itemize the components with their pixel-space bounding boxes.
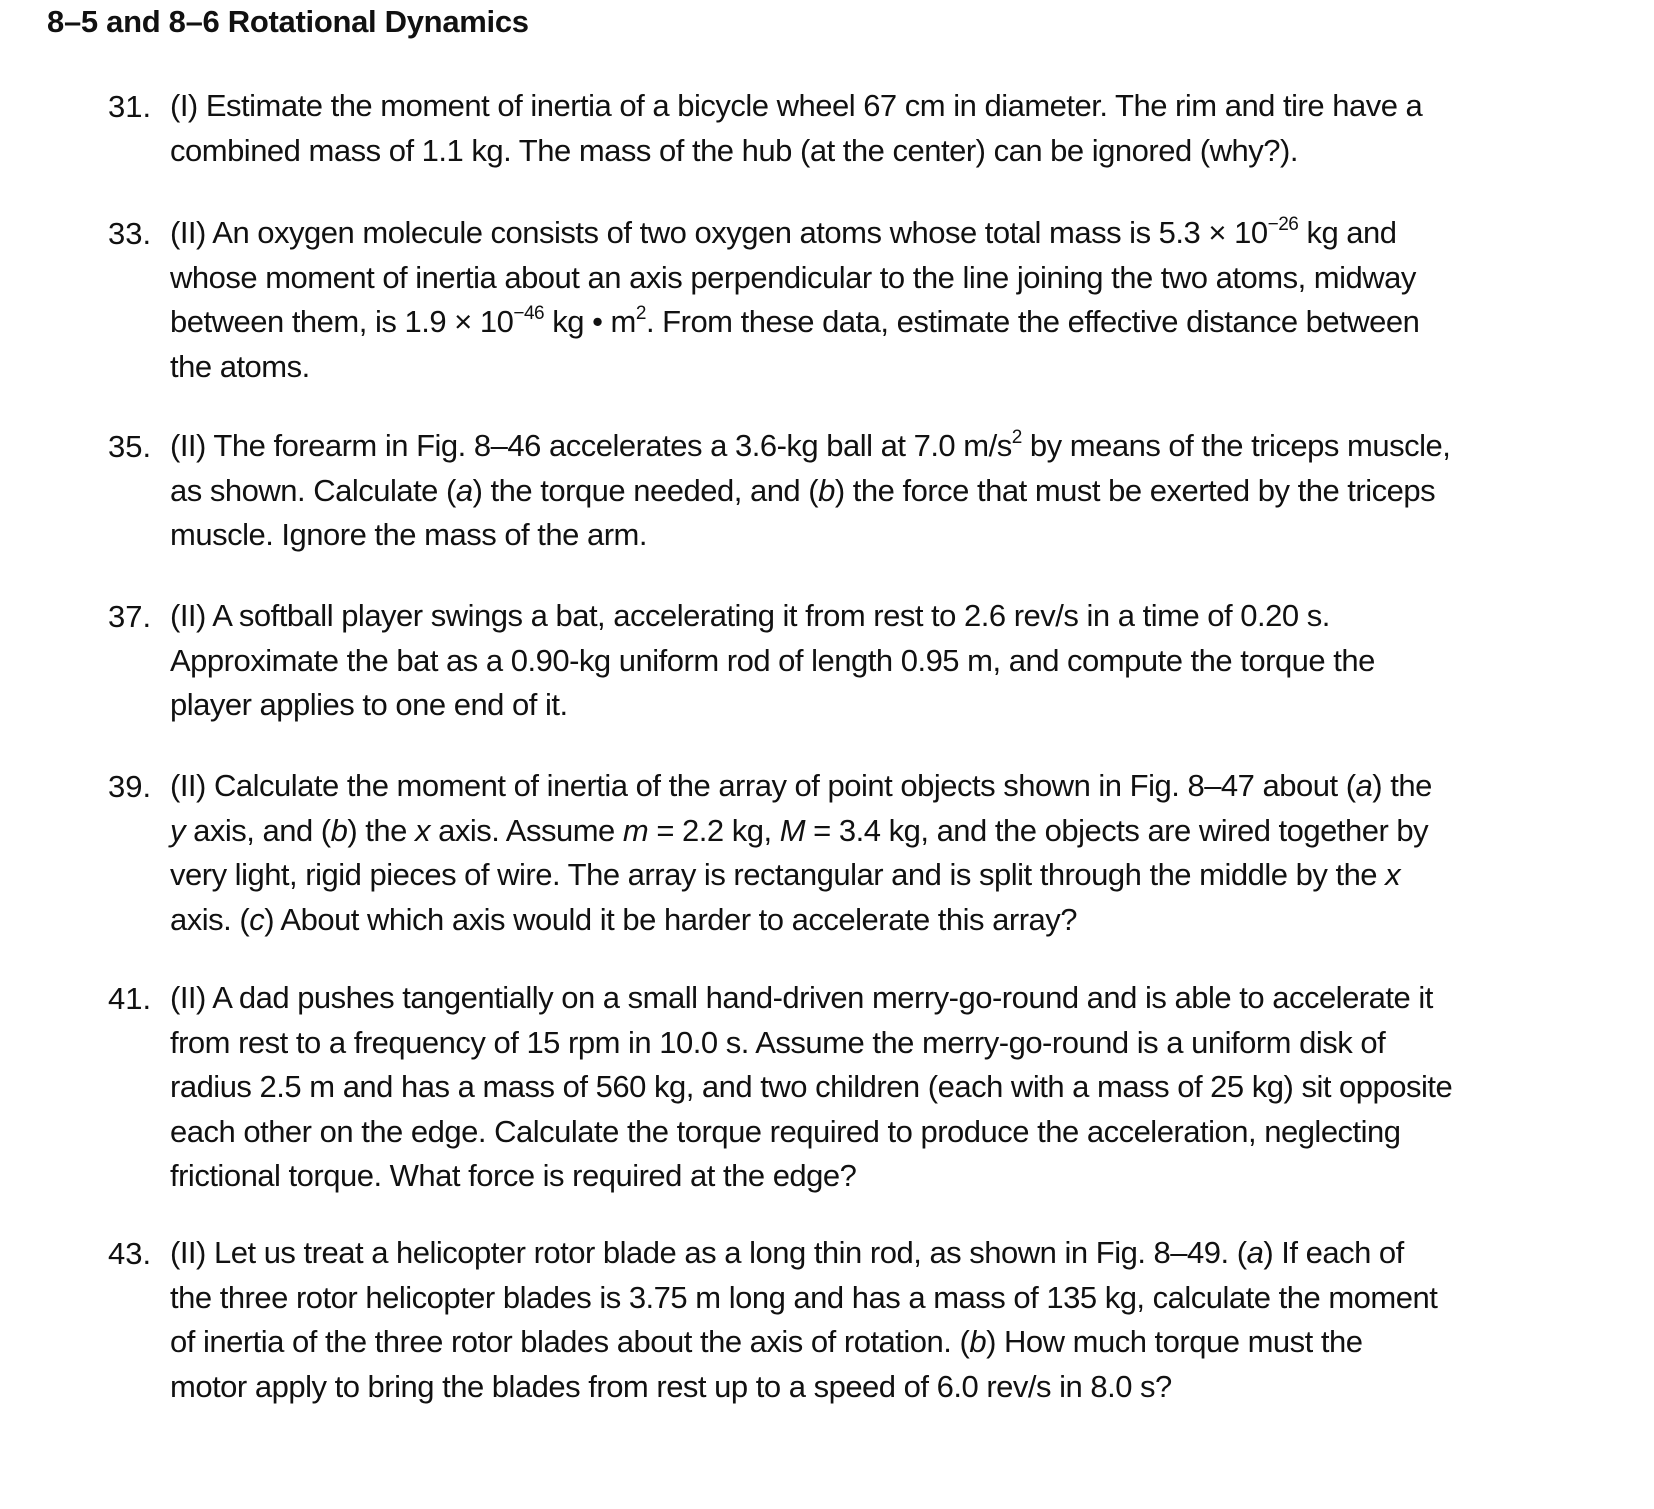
section-title: 8–5 and 8–6 Rotational Dynamics xyxy=(47,4,529,39)
problem-number: 31. xyxy=(108,89,152,124)
problem-text: (II) An oxygen molecule consists of two oxygen atoms whose total mass is $5.3 \times 10^{-26}$ kg and whose moment of inertia about an axis perpendicular to the line joining the two atoms, midway between them, is $1.9 \times 10^{-46}$ kg • $m^2$. From these data, estimate the effective distance between the atoms. xyxy=(170,213,1420,384)
problem-text: (II) The forearm in Fig. 8–46 accelerates a 3.6-kg ball at 7.0 $m/s^2$ by means of the triceps muscle, as shown. Calculate (a) the torque needed, and (b) the force that must be exerted by the triceps muscle. Ignore the mass of the arm. xyxy=(170,426,1451,552)
problem-number: 33. xyxy=(108,216,152,251)
problem-number: 35. xyxy=(108,429,152,464)
problem-text: (II) A dad pushes tangentially on a small hand-driven merry-go-round and is able to accelerate it from rest to a frequency of 15 rpm in 10.0 s. Assume the merry-go-round is a uniform disk of radius 2.5 m and has a mass of 560 kg, and two children (each with a mass of 25 kg) sit opposite each other on the edge. Calculate the torque required to produce the acceleration, neglecting frictional torque. What force is required at the edge? xyxy=(170,980,1453,1193)
problem-number: 39. xyxy=(108,769,152,804)
problem-text: (II) Let us treat a helicopter rotor blade as a long thin rod, as shown in Fig. 8–49. (a) If each of the three rotor helicopter blades is 3.75 m long and has a mass of 135 kg, calculate the moment of inertia of the three rotor blades about the axis of rotation. (b) How much torque must the motor apply to bring the blades from rest up to a speed of 6.0 rev/s in 8.0 s? xyxy=(170,1235,1438,1404)
problem-text: (II) Calculate the moment of inertia of the array of point objects shown in Fig. 8–47 about (a) the y axis, and (b) the x axis. Assume m = 2.2 kg, M = 3.4 kg, and the objects are wired together by very light, rigid pieces of wire. The array is rectangular and is split through the middle by the x axis. (c) About which axis would it be harder to accelerate this array? xyxy=(170,768,1432,937)
problem-text: (I) Estimate the moment of inertia of a bicycle wheel 67 cm in diameter. The rim and tire have a combined mass of 1.1 kg. The mass of the hub (at the center) can be ignored (why?). xyxy=(170,88,1423,168)
problem-number: 37. xyxy=(108,599,152,634)
problem-number: 43. xyxy=(108,1236,152,1271)
problem-number: 41. xyxy=(108,981,152,1016)
problem-text: (II) A softball player swings a bat, accelerating it from rest to 2.6 rev/s in a time of 0.20 s. Approximate the bat as a 0.90-kg uniform rod of length 0.95 m, and compute the torque the player applies to one end of it. xyxy=(170,598,1375,722)
